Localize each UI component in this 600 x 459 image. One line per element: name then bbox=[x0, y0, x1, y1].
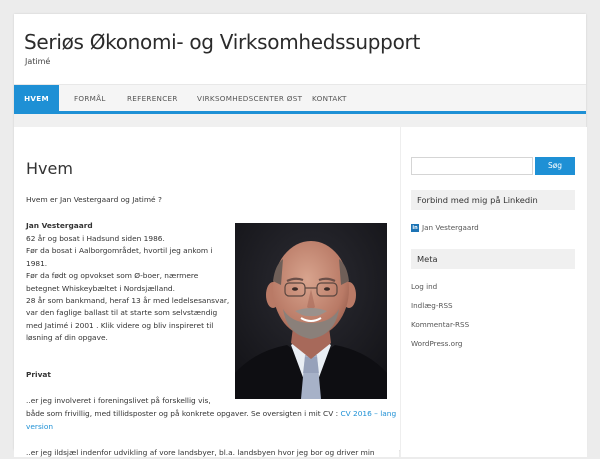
intro-text: Hvem er Jan Vestergaard og Jatimé ? bbox=[26, 195, 162, 204]
search-button[interactable]: Søg bbox=[535, 157, 575, 175]
nav-item-formaal[interactable]: FORMÅL bbox=[74, 94, 106, 103]
bio-line: betegnet Whiskeybæltet i Nordsjælland. bbox=[26, 283, 175, 293]
sidebar bbox=[400, 127, 587, 457]
bio-line: Før da født og opvokset som Ø-boer, nærmere bbox=[26, 271, 199, 281]
page-container bbox=[14, 14, 586, 457]
nav-item-virksomhedscenter-oest[interactable]: VIRKSOMHEDSCENTER ØST bbox=[197, 94, 303, 103]
header-divider bbox=[14, 114, 586, 127]
portrait-photo bbox=[235, 223, 387, 399]
site-description: Jatimé bbox=[25, 57, 51, 66]
bio-line: Før da bosat i Aalborgområdet, hvortil jeg ankom i bbox=[26, 246, 213, 256]
person-name: Jan Vestergaard bbox=[26, 221, 93, 230]
meta-link-kommentar-rss[interactable]: Kommentar-RSS bbox=[411, 320, 470, 329]
main-navigation bbox=[14, 84, 586, 112]
linkedin-profile-link[interactable]: in Jan Vestergaard bbox=[412, 223, 479, 232]
bio-line: 62 år og bosat i Hadsund siden 1986. bbox=[26, 234, 165, 243]
bio-text bbox=[26, 233, 231, 345]
privat-text-line: ..er jeg involveret i foreningslivet på forskellig vis, bbox=[26, 396, 211, 405]
bio-line: løsning af din opgave. bbox=[26, 333, 108, 343]
privat-heading: Privat bbox=[26, 370, 51, 379]
nav-item-kontakt[interactable]: KONTAKT bbox=[312, 94, 347, 103]
meta-widget-title: Meta bbox=[411, 249, 575, 269]
meta-link-indlaeg-rss[interactable]: Indlæg-RSS bbox=[411, 301, 453, 310]
bio-line: 28 år som bankmand, heraf 13 år med ledelsesansvar, bbox=[26, 296, 230, 306]
bio-line: 1981. bbox=[26, 258, 48, 268]
main-content bbox=[14, 127, 399, 457]
search-input[interactable] bbox=[411, 157, 533, 175]
page-heading: Hvem bbox=[26, 159, 73, 178]
nav-item-hvem[interactable]: HVEM bbox=[14, 85, 59, 112]
bio-line: med Jatimé i 2001 . Klik videre og bliv inspireret til bbox=[26, 320, 214, 330]
nav-item-referencer[interactable]: REFERENCER bbox=[127, 94, 178, 103]
meta-link-log-ind[interactable]: Log ind bbox=[411, 282, 438, 291]
linkedin-widget-title: Forbind med mig på Linkedin bbox=[411, 190, 575, 210]
linkedin-icon: in bbox=[412, 225, 418, 231]
meta-link-wordpress[interactable]: WordPress.org bbox=[411, 339, 463, 348]
cv-link[interactable]: CV 2016 – lang bbox=[340, 409, 397, 418]
bottom-paragraph: ..er jeg ildsjæl indenfor udvikling af vore landsbyer, bl.a. landsbyen hvor jeg bor og driver min bbox=[26, 448, 375, 457]
privat-text-line: både som frivillig, med tillidsposter og på konkrete opgaver. Se oversigten i mit CV : CV 2016 – lang bbox=[26, 409, 397, 418]
site-title[interactable]: Seriøs Økonomi- og Virksomhedssupport bbox=[24, 30, 420, 54]
cv-link-continued[interactable]: version bbox=[26, 422, 54, 431]
bio-line: var den faglige ballast til at starte som selvstændig bbox=[26, 308, 218, 318]
